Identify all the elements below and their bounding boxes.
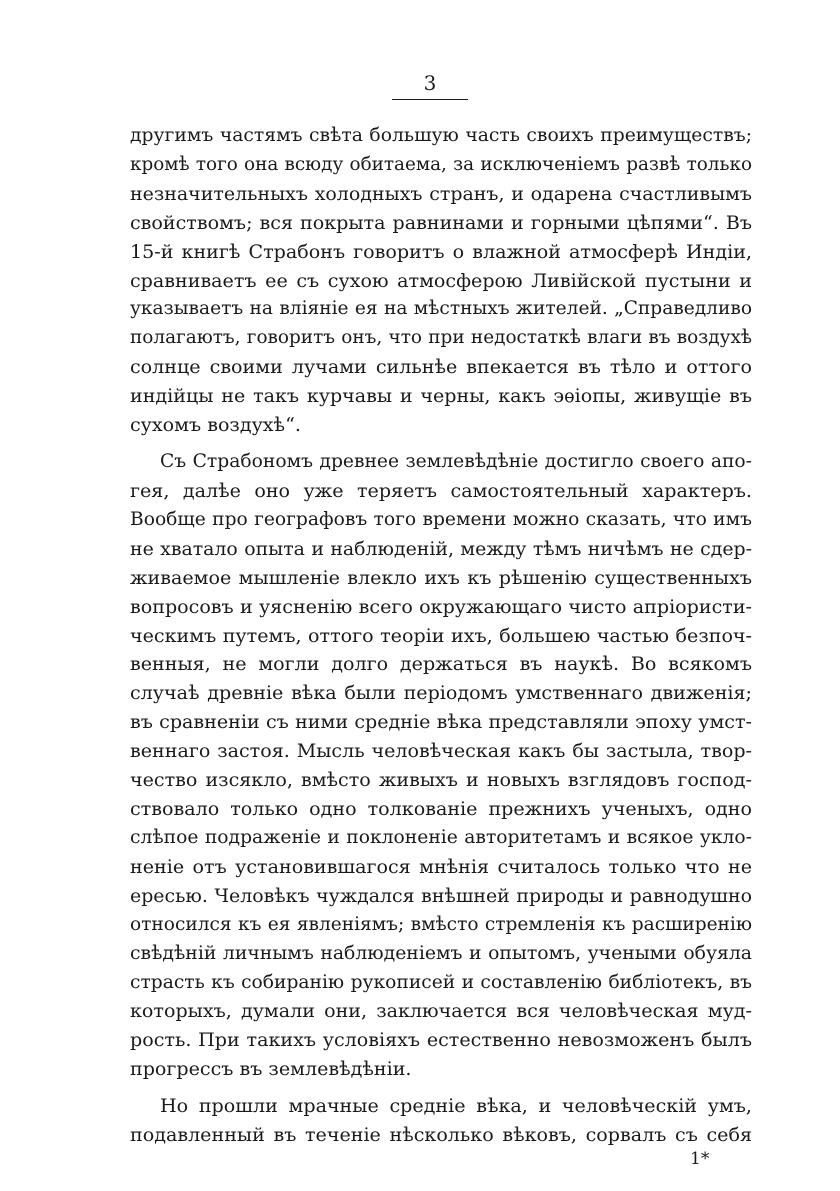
text-line: указываетъ на вліяніе ея на мѣстныхъ жителей. „Справедливо bbox=[130, 298, 752, 320]
text-line: другимъ частямъ свѣта большую часть своихъ преимуществъ; bbox=[130, 125, 752, 146]
text-line: которыхъ, думали они, заключается вся человѣческая муд- bbox=[130, 1000, 752, 1023]
text-line: прогрессъ въ землевѣдѣніи. bbox=[130, 1058, 412, 1081]
text-line: страсть къ собиранію рукописей и составленію библіотекъ, въ bbox=[130, 971, 752, 993]
text-line: Вообще про географовъ того времени можно сказать, что имъ bbox=[130, 508, 752, 530]
text-line: не хватало опыта и наблюденій, между тѣмъ ничѣмъ не сдер- bbox=[130, 537, 752, 560]
page-number-rule bbox=[392, 99, 468, 100]
text-line: Но прошли мрачные средніе вѣка, и человѣческій умъ, bbox=[160, 1095, 752, 1118]
text-line: свойствомъ; вся покрыта равнинами и горными цѣпями“. Въ bbox=[130, 211, 752, 234]
text-line: венныя, не могли долго держаться въ наукѣ. Во всякомъ bbox=[130, 653, 752, 676]
signature-mark: 1* bbox=[690, 1149, 710, 1169]
text-line: Съ Страбономъ древнее землевѣдѣніе достигло своего апо- bbox=[160, 451, 752, 473]
text-line: въ сравненіи съ ними средніе вѣка представляли эпоху умст- bbox=[130, 711, 752, 734]
text-line: кромѣ того она всюду обитаема, за исключеніемъ развѣ только bbox=[130, 153, 752, 175]
text-line: ствовало только одно толкованіе прежнихъ ученыхъ, одно bbox=[130, 798, 752, 821]
text-line: сухомъ воздухѣ“. bbox=[130, 414, 301, 437]
text-line: сравниваетъ ее съ сухою атмосферою Ливійской пустыни и bbox=[130, 269, 752, 292]
text-line: вопросовъ и уясненію всего окружающаго чисто апріористи- bbox=[130, 595, 752, 618]
text-line: незначительныхъ холодныхъ странъ, и одарена счастливымъ bbox=[130, 182, 752, 205]
text-line: слѣпое подраженіе и поклоненіе авторитетамъ и всякое укло- bbox=[130, 826, 752, 848]
text-line: веннаго застоя. Мысль человѣческая какъ бы застыла, твор- bbox=[130, 740, 752, 763]
text-line: ересью. Человѣкъ чуждался внѣшней природы и равнодушно bbox=[130, 884, 752, 907]
text-line: гея, далѣе оно уже теряетъ самостоятельный характеръ. bbox=[130, 479, 752, 502]
text-line: относился къ ея явленіямъ; вмѣсто стремленія къ расширенію bbox=[130, 913, 752, 935]
text-line: живаемое мышленіе влекло ихъ къ рѣшенію существенныхъ bbox=[130, 566, 752, 589]
text-line: чество изсякло, вмѣсто живыхъ и новыхъ взглядовъ господ- bbox=[130, 769, 752, 792]
text-line: свѣдѣній личнымъ наблюденіемъ и опытомъ, учеными обуяла bbox=[130, 942, 752, 964]
text-line: полагаютъ, говоритъ онъ, что при недостаткѣ влаги въ воздухѣ bbox=[130, 327, 752, 349]
text-line: 15-й книгѣ Страбонъ говоритъ о влажной атмосферѣ Индіи, bbox=[130, 240, 752, 263]
text-line: рость. При такихъ условіяхъ естественно невозможенъ былъ bbox=[130, 1029, 752, 1052]
text-line: индійцы не такъ курчавы и черны, какъ эѳіопы, живущіе въ bbox=[130, 385, 752, 408]
text-line: подавленный въ теченіе нѣсколько вѣковъ, сорвалъ съ себя bbox=[130, 1124, 752, 1147]
text-line: неніе отъ установившагося мнѣнія считалось только что не bbox=[130, 855, 752, 878]
text-line: случаѣ древніе вѣка были періодомъ умственнаго движенія; bbox=[130, 682, 752, 705]
text-line: солнце своими лучами сильнѣе впекается въ тѣло и оттого bbox=[130, 356, 752, 379]
text-line: ческимъ путемъ, оттого теоріи ихъ, большею частью безпоч- bbox=[130, 624, 752, 647]
page-number: 3 bbox=[423, 71, 437, 95]
